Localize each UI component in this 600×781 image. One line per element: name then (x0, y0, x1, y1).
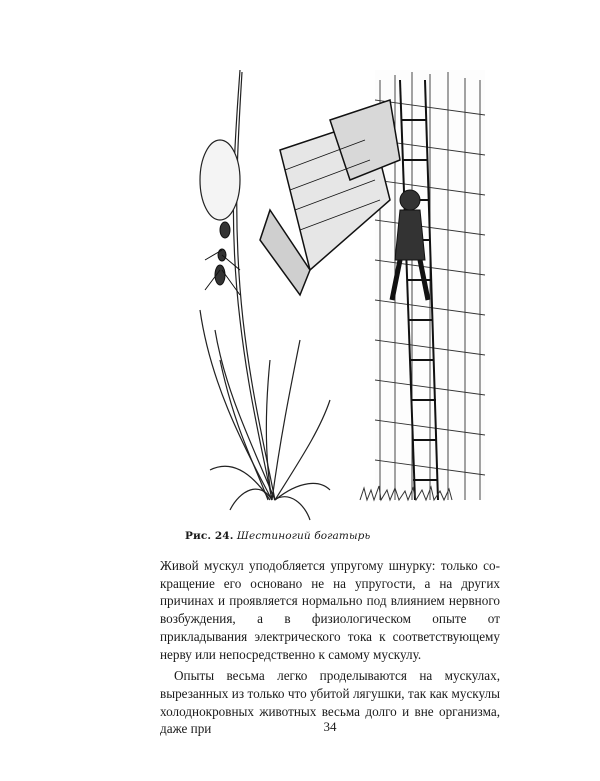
figure-caption (185, 530, 370, 542)
figure-number: Рис. 24. (185, 530, 234, 542)
illustration-image (180, 60, 500, 525)
figure-title: Шестиногий богатырь (236, 530, 371, 542)
page-number: 34 (323, 719, 337, 734)
body-text (160, 557, 500, 738)
egg-icon (200, 140, 240, 220)
grass-icon (200, 70, 330, 520)
paragraph: Живой мускул уподобляется упругому шнурку: только сокращение его основано не на упругости, а на других причинах и проявляется нормально под влиянием нервного возбуждения, а в физиологическом опыте от прикладывания электрического тока к соответствующему нерву или непосредственно к самому мускулу. (160, 558, 500, 662)
paragraph: Опыты весьма легко проделываются на мускулах, вырезанных из только что убитой лягушки, так как мускулы холоднокровных животных весьма долго и вне организма, даже при (160, 668, 500, 737)
figure-illustration (180, 60, 500, 525)
